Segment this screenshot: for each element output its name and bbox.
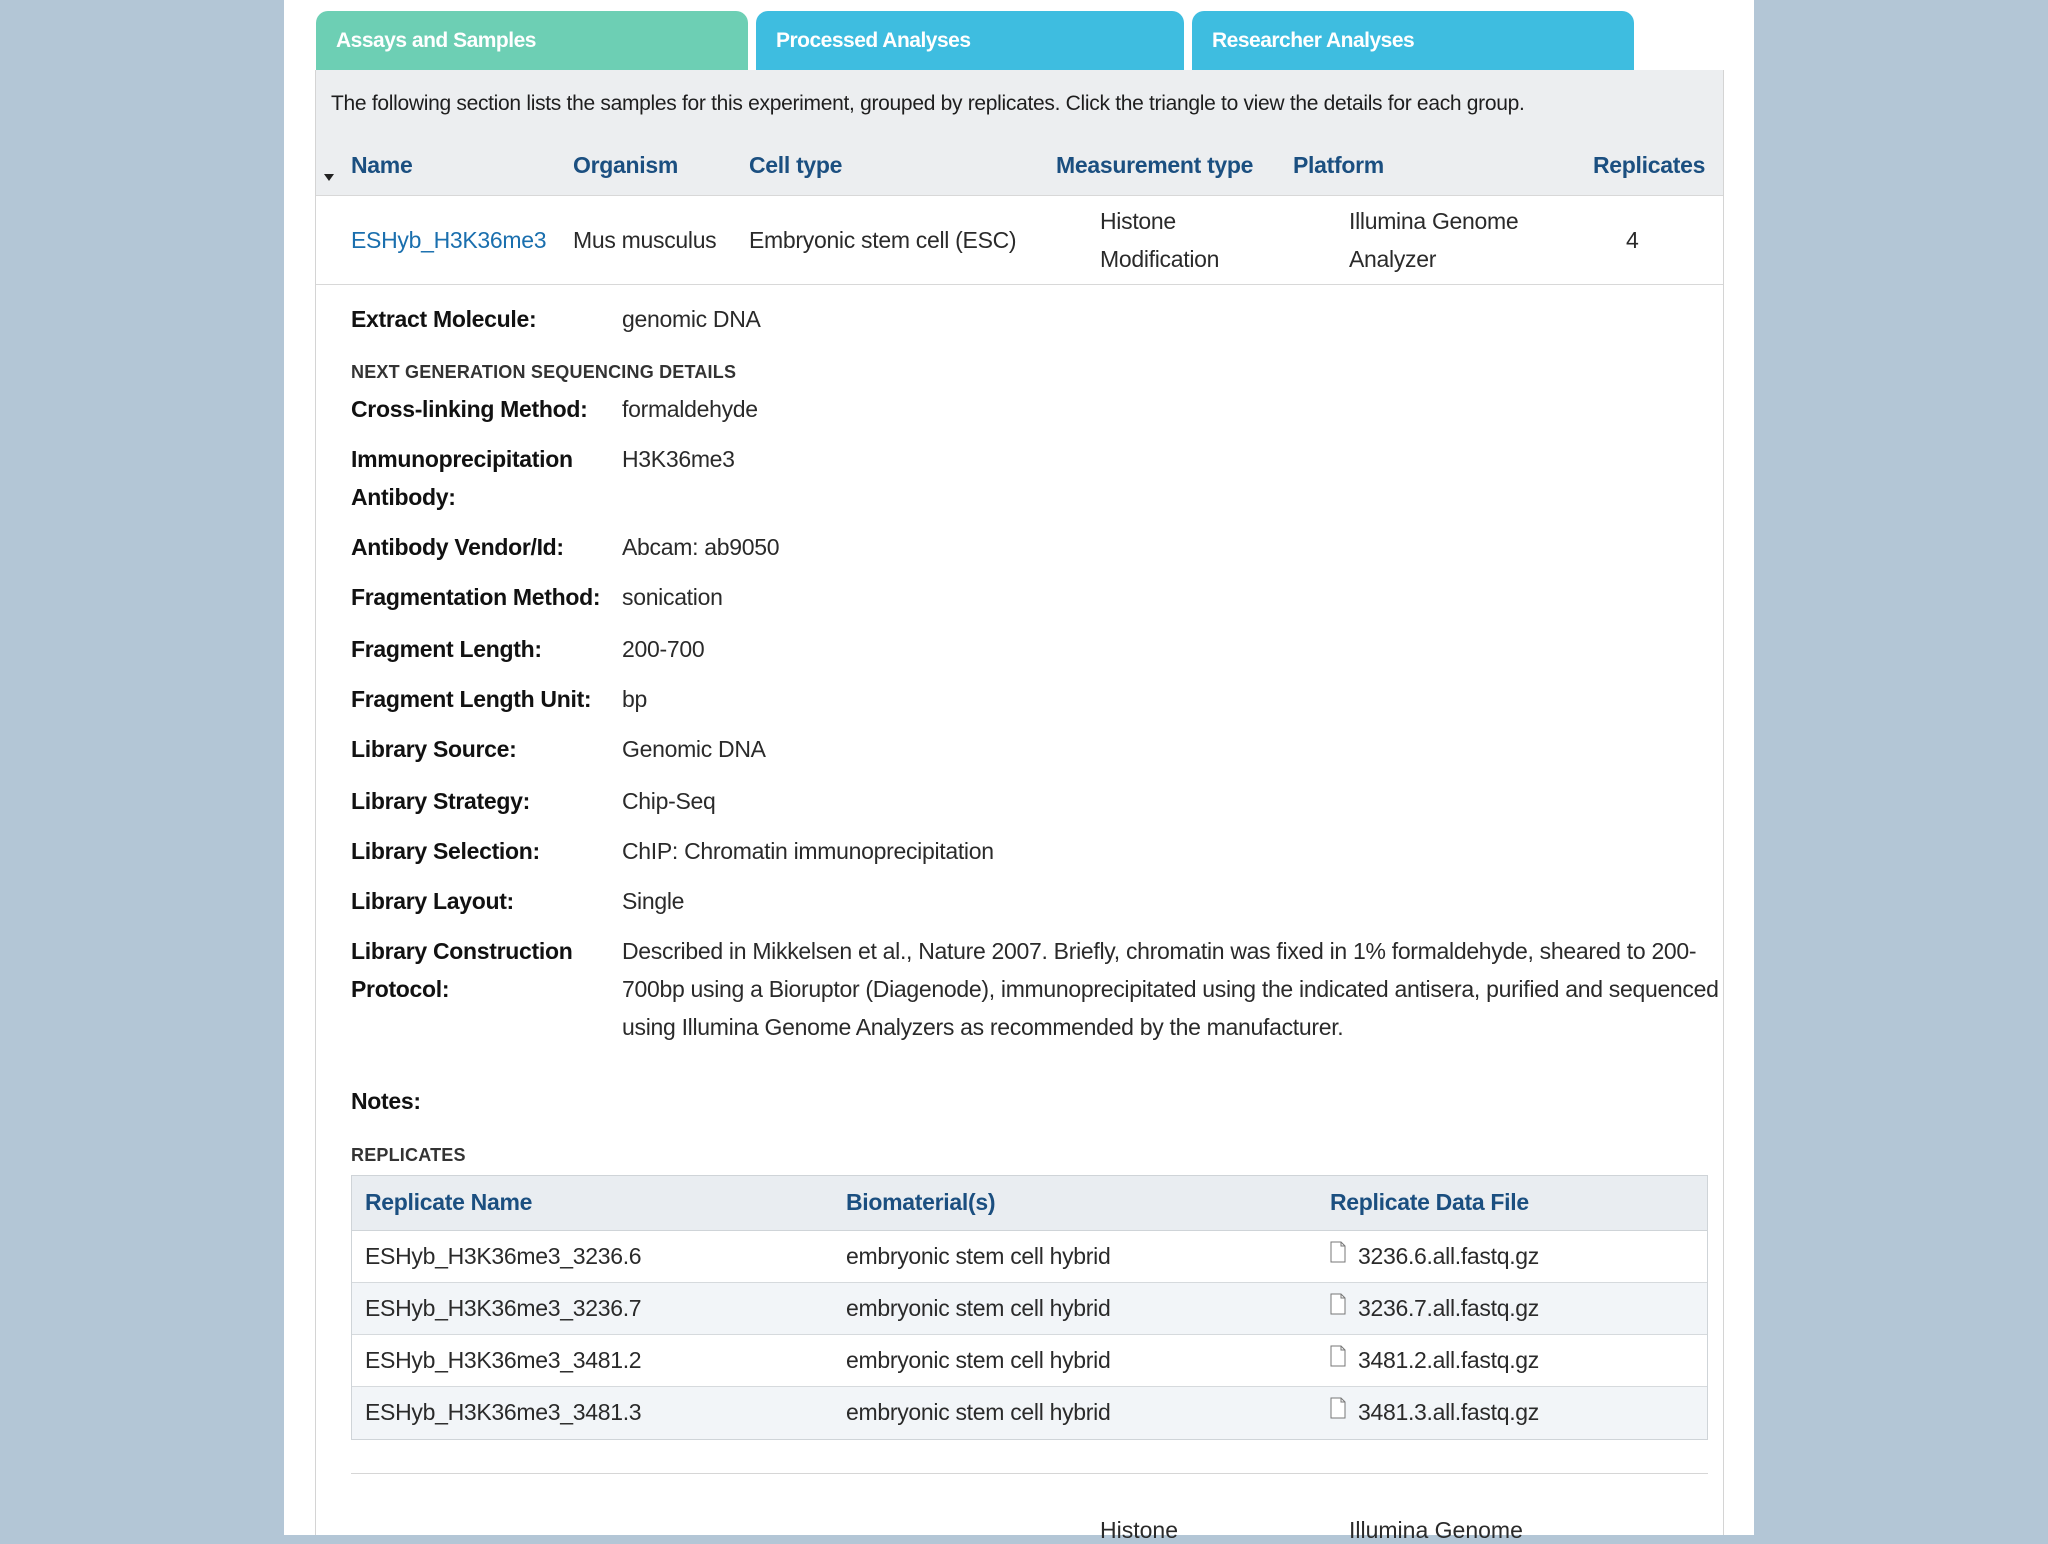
table-row <box>352 1231 1707 1283</box>
vendor-label: Antibody Vendor/Id: <box>351 534 564 560</box>
assays-panel <box>315 70 1724 1543</box>
ip-antibody-value: H3K36me3 <box>622 446 735 472</box>
table-row <box>352 1335 1707 1387</box>
data-file-link[interactable]: 3481.2.all.fastq.gz <box>1358 1347 1539 1373</box>
group-organism: Mus musculus <box>573 227 717 253</box>
fragmentation-label: Fragmentation Method: <box>351 584 601 610</box>
data-file-link[interactable]: 3236.6.all.fastq.gz <box>1358 1243 1539 1269</box>
replicate-name: ESHyb_H3K36me3_3481.2 <box>365 1347 642 1373</box>
next-group-platform-partial: Illumina Genome <box>1349 1517 1523 1543</box>
replicates-table-header <box>352 1176 1707 1231</box>
biomaterial-link[interactable]: embryonic stem cell hybrid <box>846 1243 1111 1269</box>
library-source-label: Library Source: <box>351 736 517 762</box>
table-row <box>352 1283 1707 1335</box>
data-file-link[interactable]: 3236.7.all.fastq.gz <box>1358 1295 1539 1321</box>
rep-header-data-file[interactable]: Replicate Data File <box>1330 1189 1529 1215</box>
replicates-section-title: REPLICATES <box>351 1145 466 1165</box>
expand-triangle-icon[interactable] <box>324 174 334 181</box>
fragment-unit-label: Fragment Length Unit: <box>351 686 592 712</box>
protocol-label-line2: Protocol: <box>351 976 450 1002</box>
library-selection-value: ChIP: Chromatin immunoprecipitation <box>622 838 994 864</box>
library-layout-value: Single <box>622 888 685 914</box>
fragment-length-value: 200-700 <box>622 636 705 662</box>
file-icon <box>1330 1293 1346 1315</box>
column-header-replicates[interactable]: Replicates <box>1593 152 1706 178</box>
biomaterial-link[interactable]: embryonic stem cell hybrid <box>846 1399 1111 1425</box>
column-header-cell-type[interactable]: Cell type <box>749 152 843 178</box>
group-measurement-line2: Modification <box>1100 246 1220 272</box>
intro-text: The following section lists the samples for this experiment, grouped by replicates. Click the triangle to view the details for each group. <box>331 92 1525 115</box>
group-name-link[interactable]: ESHyb_H3K36me3 <box>351 227 547 253</box>
protocol-text-line2: 700bp using a Bioruptor (Diagenode), immunoprecipitated using the indicated antisera, purified and sequenced <box>622 976 1719 1002</box>
column-header-platform[interactable]: Platform <box>1293 152 1384 178</box>
biomaterial-link[interactable]: embryonic stem cell hybrid <box>846 1295 1111 1321</box>
group-replicates-count: 4 <box>1626 227 1639 253</box>
next-group-measurement-partial: Histone <box>1100 1517 1178 1543</box>
file-icon <box>1330 1241 1346 1263</box>
library-layout-label: Library Layout: <box>351 888 514 914</box>
column-header-organism[interactable]: Organism <box>573 152 678 178</box>
sample-group-row <box>316 195 1723 285</box>
group-cell-type: Embryonic stem cell (ESC) <box>749 227 1017 253</box>
group-divider <box>351 1473 1708 1474</box>
tab-researcher-analyses[interactable]: Researcher Analyses <box>1192 11 1634 70</box>
protocol-text-line1: Described in Mikkelsen et al., Nature 2007. Briefly, chromatin was fixed in 1% formaldehyde, sheared to 200- <box>622 938 1697 964</box>
group-platform-line1: Illumina Genome <box>1349 208 1519 234</box>
group-platform-line2: Analyzer <box>1349 246 1437 272</box>
replicate-name: ESHyb_H3K36me3_3236.6 <box>365 1243 642 1269</box>
rep-header-name[interactable]: Replicate Name <box>365 1189 533 1215</box>
fragmentation-value: sonication <box>622 584 723 610</box>
replicate-name: ESHyb_H3K36me3_3481.3 <box>365 1399 642 1425</box>
fragment-unit-value: bp <box>622 686 647 712</box>
ngs-section-title: NEXT GENERATION SEQUENCING DETAILS <box>351 362 737 382</box>
ip-antibody-label-line1: Immunoprecipitation <box>351 446 573 472</box>
notes-label: Notes: <box>351 1088 421 1114</box>
ip-antibody-label-line2: Antibody: <box>351 484 456 510</box>
library-selection-label: Library Selection: <box>351 838 540 864</box>
crosslinking-value: formaldehyde <box>622 396 758 422</box>
file-icon <box>1330 1397 1346 1419</box>
biomaterial-link[interactable]: embryonic stem cell hybrid <box>846 1347 1111 1373</box>
table-row <box>352 1387 1707 1439</box>
file-icon <box>1330 1345 1346 1367</box>
vendor-value: Abcam: ab9050 <box>622 534 780 560</box>
library-source-value: Genomic DNA <box>622 736 766 762</box>
group-measurement-line1: Histone <box>1100 208 1176 234</box>
fragment-length-label: Fragment Length: <box>351 636 542 662</box>
tab-assays-and-samples[interactable]: Assays and Samples <box>316 11 748 70</box>
column-header-name[interactable]: Name <box>351 152 413 178</box>
crosslinking-label: Cross-linking Method: <box>351 396 588 422</box>
extract-molecule-value: genomic DNA <box>622 306 761 332</box>
tab-processed-analyses[interactable]: Processed Analyses <box>756 11 1184 70</box>
protocol-text-line3: using Illumina Genome Analyzers as recommended by the manufacturer. <box>622 1014 1344 1040</box>
extract-molecule-label: Extract Molecule: <box>351 306 537 332</box>
library-strategy-label: Library Strategy: <box>351 788 530 814</box>
replicates-table <box>351 1175 1708 1440</box>
replicate-name: ESHyb_H3K36me3_3236.7 <box>365 1295 642 1321</box>
column-header-measurement-type[interactable]: Measurement type <box>1056 152 1254 178</box>
data-file-link[interactable]: 3481.3.all.fastq.gz <box>1358 1399 1539 1425</box>
library-strategy-value: Chip-Seq <box>622 788 716 814</box>
protocol-label-line1: Library Construction <box>351 938 573 964</box>
page <box>284 0 1754 1543</box>
table-header-band <box>316 70 1723 195</box>
rep-header-biomaterial[interactable]: Biomaterial(s) <box>846 1189 996 1215</box>
